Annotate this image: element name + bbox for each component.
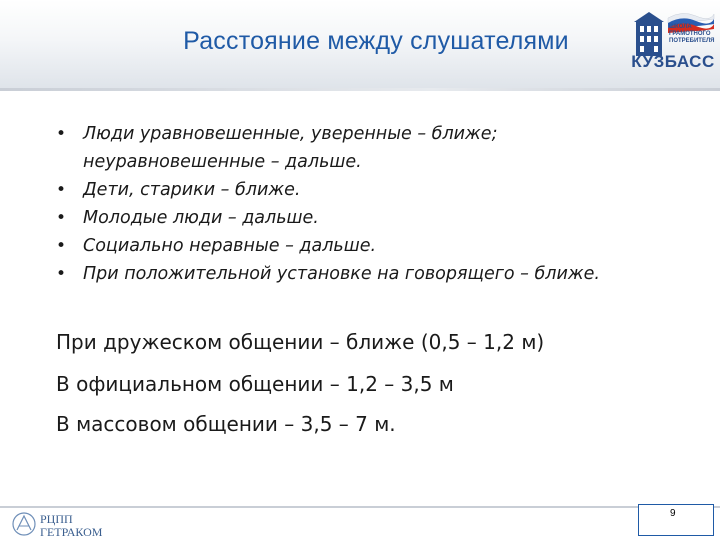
bullet-text: Молодые люди – дальше. — [83, 208, 319, 228]
list-item — [56, 120, 706, 148]
header-divider — [0, 88, 720, 91]
statement-mass: В массовом общении – 3,5 – 7 м. — [56, 412, 396, 436]
logo-subtitle-line-2: ГРАМОТНОГО — [669, 31, 711, 37]
logo-wordmark: КУЗБАСС — [631, 52, 715, 71]
bullet-text: неуравновешенные – дальше. — [83, 152, 362, 172]
bullet-dot: • — [56, 124, 67, 144]
bullet-text: Социально неравные – дальше. — [83, 236, 377, 256]
bullet-dot: • — [56, 264, 67, 284]
list-item — [56, 232, 706, 260]
list-item — [56, 176, 706, 204]
list-item — [56, 204, 706, 232]
list-item — [56, 260, 706, 288]
bullet-dot: • — [56, 208, 67, 228]
list-item-continuation — [56, 148, 706, 176]
statement-official: В официальном общении – 1,2 – 3,5 м — [56, 372, 454, 396]
bullet-dot: • — [56, 236, 67, 256]
bullet-list — [56, 120, 706, 288]
bullet-text: Люди уравновешенные, уверенные – ближе; — [83, 124, 498, 144]
footer-divider — [0, 506, 720, 508]
page-number: 9 — [670, 508, 676, 519]
logo-subtitle-line-3: ПОТРЕБИТЕЛЯ — [669, 38, 715, 44]
slide-title: Расстояние между слушателями — [183, 27, 569, 55]
bullet-text: Дети, старики – ближе. — [83, 180, 301, 200]
page-number-box — [638, 504, 714, 536]
statement-friendly: При дружеском общении – ближе (0,5 – 1,2 м) — [56, 330, 545, 354]
bullet-dot: • — [56, 180, 67, 200]
footer-org-line-1: РЦПП — [40, 512, 73, 526]
logo-subtitle-line-1: ШКОЛА — [669, 24, 692, 30]
footer-org-line-2: ГЕТРАКОМ — [40, 525, 103, 539]
bullet-text: При положительной установке на говорящего – ближе. — [83, 264, 600, 284]
